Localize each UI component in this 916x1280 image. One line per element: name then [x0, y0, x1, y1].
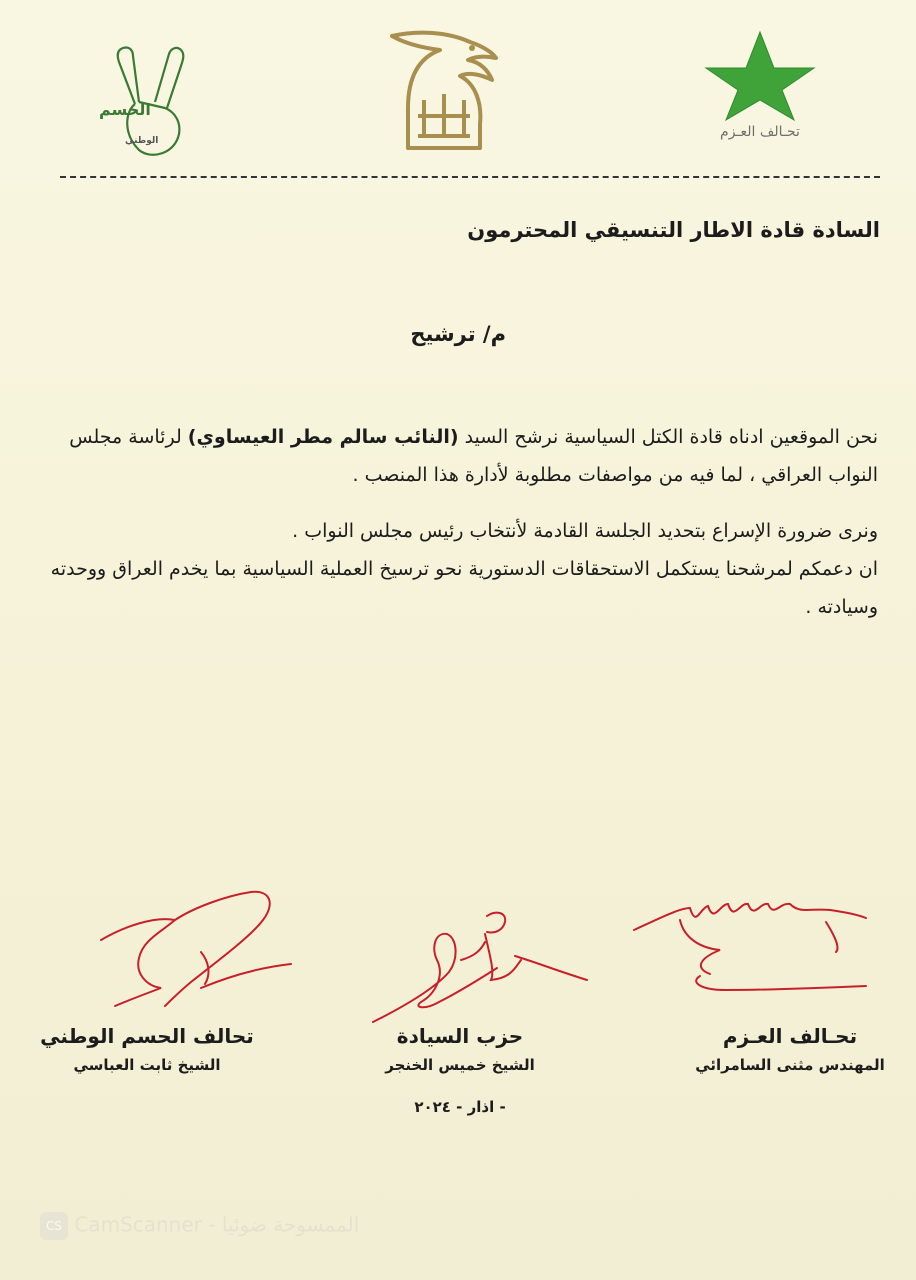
scanner-watermark — [40, 1212, 540, 1244]
signatory-person: الشيخ خميس الخنجر — [385, 1056, 535, 1074]
signatory-org: تحالف الحسم الوطني — [40, 1024, 254, 1048]
siyada-party-logo — [388, 28, 500, 156]
signature-hasm — [95, 882, 295, 1012]
hasm-logo-subtext: الوطني — [125, 136, 159, 146]
request-line: ونرى ضرورة الإسراع بتحديد الجلسة القادمة لأنتخاب رئيس مجلس النواب . — [292, 520, 878, 542]
support-text: ان دعمكم لمرشحنا يستكمل الاستحقاقات الدستورية نحو ترسيخ العملية السياسية بما يخدم العراق ووحدته وسيادته . — [50, 558, 878, 618]
signatory-person: المهندس مثنى السامرائي — [695, 1056, 885, 1074]
azm-logo-caption: تحـالف العـزم — [720, 124, 800, 140]
signatory-hasm — [32, 1024, 262, 1074]
subject-line: م/ ترشيح — [410, 322, 506, 346]
paragraph-request — [38, 512, 878, 626]
eagle-emblem-icon — [388, 28, 500, 156]
green-star-icon — [690, 28, 830, 122]
nomination-text-start: نحن الموقعين ادناه قادة الكتل السياسية نرشح السيد — [458, 426, 878, 448]
camscanner-icon: CS — [40, 1212, 68, 1240]
paragraph-nomination — [38, 418, 878, 494]
nominee-name: (النائب سالم مطر العيساوي) — [187, 426, 459, 448]
letter-date: - اذار - ٢٠٢٤ — [414, 1098, 506, 1116]
header-divider — [60, 176, 880, 178]
signatory-org: حزب السيادة — [396, 1024, 524, 1048]
signatory-org: تحـالف العـزم — [722, 1024, 858, 1048]
signatory-person: الشيخ ثابت العباسي — [73, 1056, 221, 1074]
watermark-text: CamScanner - الممسوحة ضوئيا — [74, 1212, 360, 1237]
signature-azm — [630, 878, 880, 1008]
signatory-siyada — [355, 1024, 565, 1074]
hasm-national-logo — [95, 42, 195, 162]
salutation: السادة قادة الاطار التنسيقي المحترمون — [467, 218, 880, 242]
azm-alliance-logo — [690, 28, 830, 148]
signature-siyada — [365, 898, 605, 1038]
signatory-azm — [690, 1024, 890, 1074]
hasm-logo-text: الحسم — [99, 100, 151, 119]
nomination-text-end: لرئاسة مجلس النواب العراقي ، لما فيه من مواصفات مطلوبة لأدارة هذا المنصب . — [69, 426, 878, 486]
